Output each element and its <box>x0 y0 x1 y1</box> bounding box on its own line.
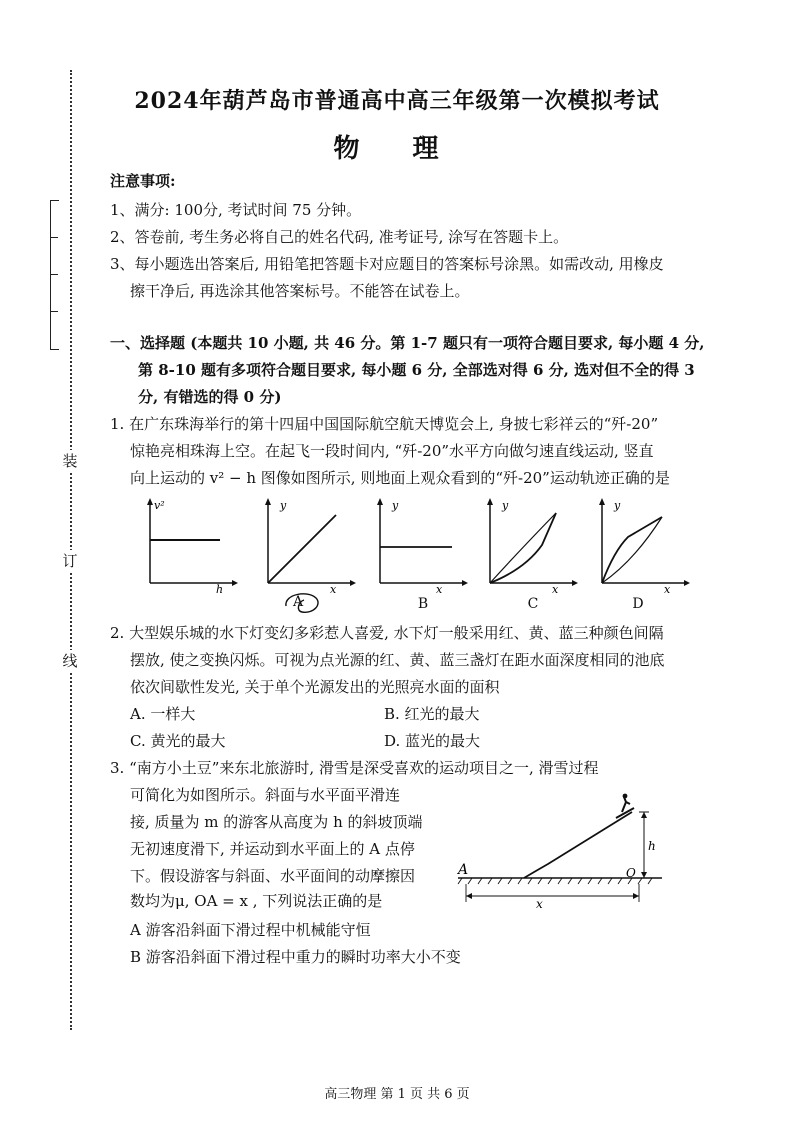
binding-char-ding: 订 <box>60 550 80 571</box>
q1-main-xlabel: h <box>216 583 224 595</box>
notice-item-1: 1、满分: 100分, 考试时间 75 分钟。 <box>110 201 362 219</box>
q1-option-a-graph <box>258 495 358 595</box>
q3-line-4: 无初速度滑下, 并运动到水平面上的 A 点停 <box>130 840 415 858</box>
q1-line-3: 向上运动的 v² − h 图像如图所示, 则地面上观众看到的“歼-20”运动轨迹正确的是 <box>130 469 670 487</box>
q1-option-d-graph <box>592 495 692 595</box>
q1-option-d-label: D <box>632 596 644 612</box>
q1-option-c-graph <box>480 495 580 595</box>
subject-title: 物 理 <box>333 134 461 164</box>
svg-text:x: x <box>664 583 671 595</box>
q3-option-b: B 游客沿斜面下滑过程中重力的瞬时功率大小不变 <box>130 948 461 966</box>
notice-item-3: 3、每小题选出答案后, 用铅笔把答题卡对应题目的答案标号涂黑。如需改动, 用橡皮 <box>110 255 664 273</box>
svg-text:x: x <box>436 583 443 595</box>
binding-char-zhuang: 装 <box>60 450 80 471</box>
section1-line-3: 分, 有错选的得 0 分) <box>138 388 282 406</box>
notice-heading: 注意事项: <box>110 172 176 190</box>
fig-label-O: O <box>626 866 636 880</box>
q3-option-a: A 游客沿斜面下滑过程中机械能守恒 <box>130 921 371 939</box>
q1-option-b-graph <box>370 495 470 595</box>
svg-text:x: x <box>330 583 337 595</box>
handwritten-circle-mark <box>280 588 324 616</box>
q1-main-graph <box>140 495 240 595</box>
binding-margin <box>60 70 80 1030</box>
q3-line-2: 可简化为如图所示。斜面与水平面平滑连 <box>130 786 401 804</box>
q2-option-b: B. 红光的最大 <box>384 705 480 723</box>
q1-option-c-label: C <box>527 596 539 612</box>
q3-line-3: 接, 质量为 m 的游客从高度为 h 的斜坡顶端 <box>130 813 423 831</box>
svg-text:y: y <box>502 499 509 512</box>
q1-line-2: 惊艳亮相珠海上空。在起飞一段时间内, “歼-20”水平方向做匀速直线运动, 竖直 <box>130 442 654 460</box>
q2-line-3: 依次间歇性发光, 关于单个光源发出的光照亮水面的面积 <box>130 678 500 696</box>
page-footer: 高三物理 第 1 页 共 6 页 <box>324 1087 470 1102</box>
notice-item-3-cont: 擦干净后, 再选涂其他答案标号。不能答在试卷上。 <box>130 282 470 300</box>
q1-option-a-label: A <box>292 594 304 610</box>
binding-char-xian: 线 <box>60 650 80 671</box>
q2-option-d: D. 蓝光的最大 <box>384 732 481 750</box>
svg-text:y: y <box>614 499 621 512</box>
binding-bracket <box>50 200 60 350</box>
svg-text:x: x <box>552 583 559 595</box>
q2-line-2: 摆放, 使之变换闪烁。可视为点光源的红、黄、蓝三盏灯在距水面深度相同的池底 <box>130 651 665 669</box>
q1-line-1: 1. 在广东珠海举行的第十四届中国国际航空航天博览会上, 身披七彩祥云的“歼-20” <box>110 415 659 433</box>
fig-label-h: h <box>648 839 656 853</box>
section1-line-1: 一、选择题 (本题共 10 小题, 共 46 分。第 1-7 题只有一项符合题目要求, 每小题 4 分, <box>110 334 705 352</box>
q2-option-c: C. 黄光的最大 <box>130 732 226 750</box>
notice-item-2: 2、答卷前, 考生务必将自己的姓名代码, 准考证号, 涂写在答题卡上。 <box>110 228 569 246</box>
q2-line-1: 2. 大型娱乐城的水下灯变幻多彩惹人喜爱, 水下灯一般采用红、黄、蓝三种颜色间隔 <box>110 624 664 642</box>
svg-text:y: y <box>280 499 287 512</box>
q3-slope-figure <box>436 790 676 910</box>
q1-option-b-label: B <box>417 596 429 612</box>
fig-label-x: x <box>536 897 543 910</box>
q3-line-1: 3. “南方小土豆”来东北旅游时, 滑雪是深受喜欢的运动项目之一, 滑雪过程 <box>110 759 599 777</box>
q1-main-ylabel: v² <box>154 499 165 512</box>
q3-line-6: 数均为μ, OA = x , 下列说法正确的是 <box>130 892 383 910</box>
section1-line-2: 第 8-10 题有多项符合题目要求, 每小题 6 分, 全部选对得 6 分, 选对但不全的得 3 <box>138 361 695 379</box>
q3-line-5: 下。假设游客与斜面、水平面间的动摩擦因 <box>130 867 416 885</box>
q2-option-a: A. 一样大 <box>130 705 196 723</box>
svg-text:y: y <box>392 499 399 512</box>
fig-label-A: A <box>458 862 469 878</box>
exam-title: 2024年葫芦岛市普通高中高三年级第一次模拟考试 <box>134 88 660 114</box>
